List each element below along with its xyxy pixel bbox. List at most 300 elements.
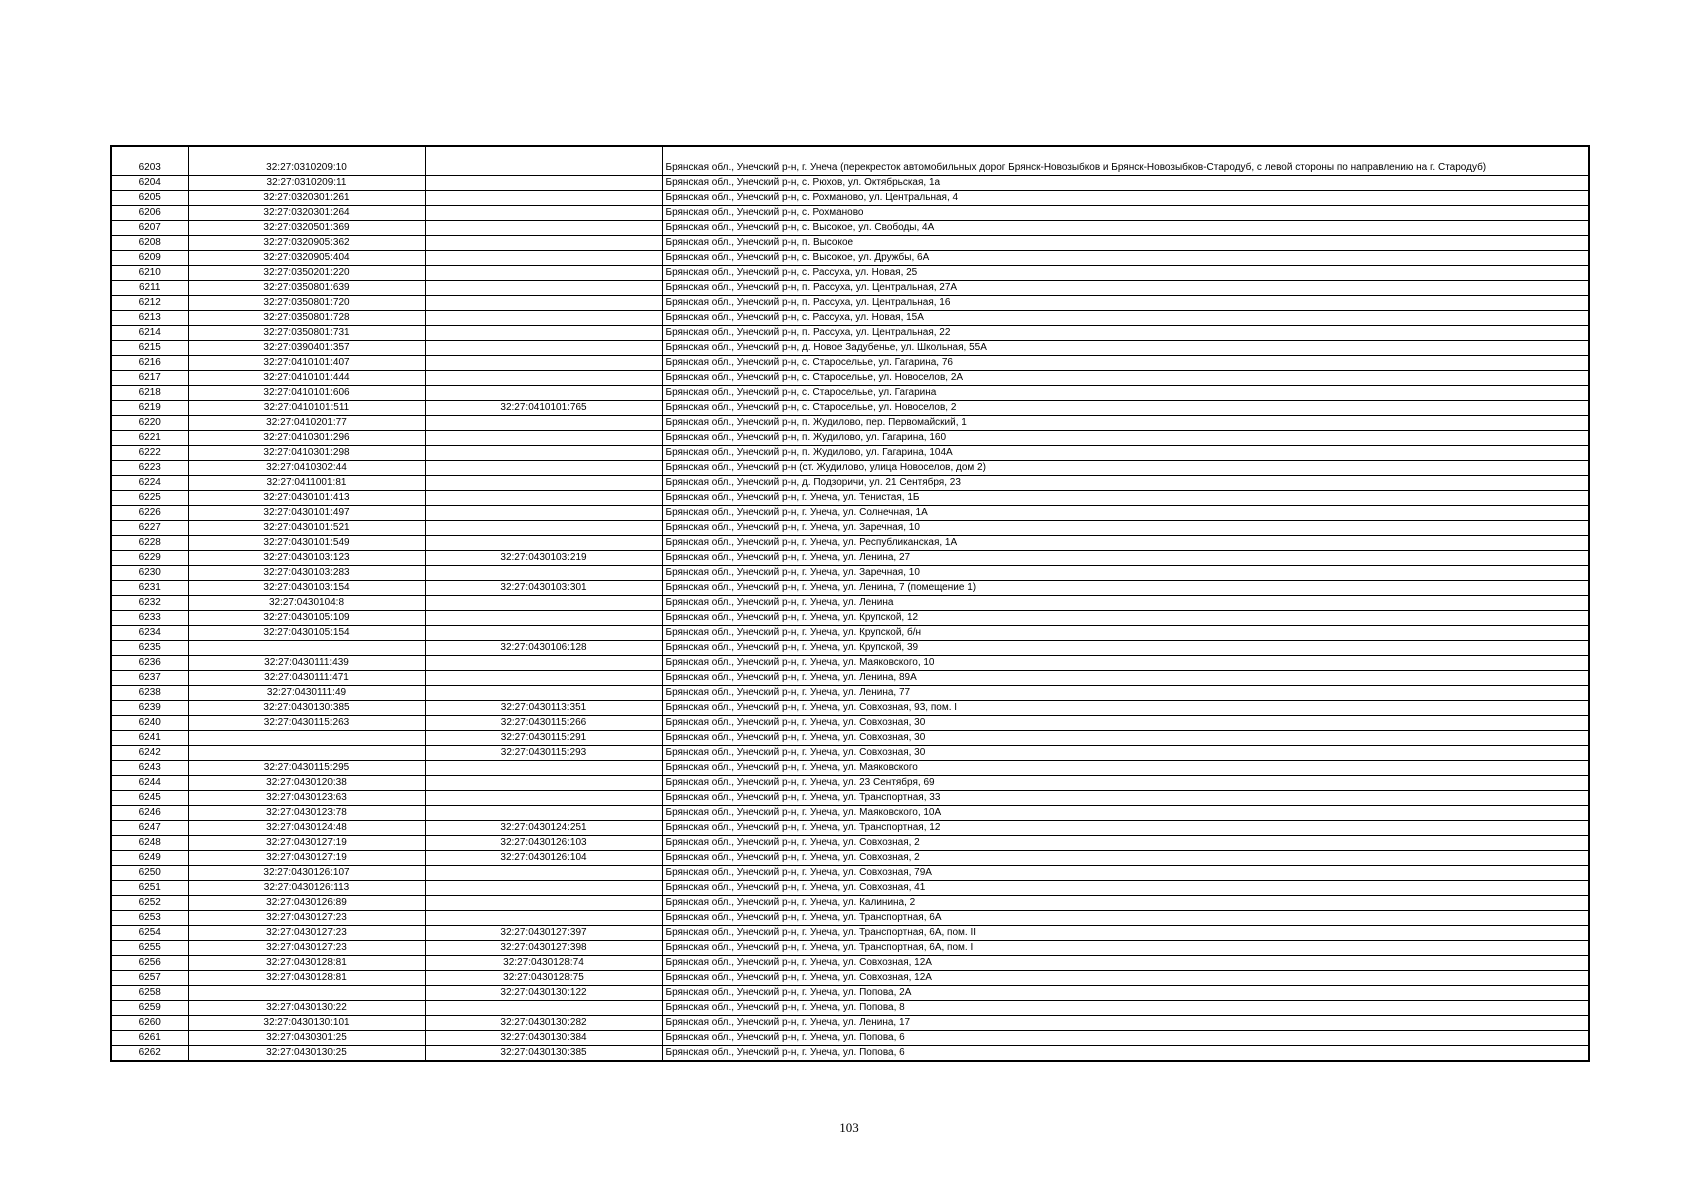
table-row (111, 536, 1589, 551)
table-row (111, 476, 1589, 491)
address-cell: Брянская обл., Унечский р-н, г. Унеча, ул. Ленина, 77 (662, 686, 1589, 701)
row-number-cell: 6212 (111, 296, 188, 311)
object-number-cell (425, 671, 662, 686)
row-number-cell: 6210 (111, 266, 188, 281)
address-cell: Брянская обл., Унечский р-н, д. Подзоричи, ул. 21 Сентября, 23 (662, 476, 1589, 491)
row-number-cell: 6205 (111, 191, 188, 206)
row-number-cell: 6251 (111, 881, 188, 896)
row-number-cell: 6239 (111, 701, 188, 716)
object-number-cell (425, 896, 662, 911)
table-row (111, 251, 1589, 266)
row-number-cell: 6258 (111, 986, 188, 1001)
table-row (111, 686, 1589, 701)
address-cell: Брянская обл., Унечский р-н, с. Высокое, ул. Дружбы, 6А (662, 251, 1589, 266)
row-number-cell: 6228 (111, 536, 188, 551)
address-cell: Брянская обл., Унечский р-н, г. Унеча, ул. Заречная, 10 (662, 566, 1589, 581)
row-number-cell: 6217 (111, 371, 188, 386)
object-number-cell (425, 206, 662, 221)
row-number-cell: 6242 (111, 746, 188, 761)
address-cell: Брянская обл., Унечский р-н, г. Унеча, ул. Заречная, 10 (662, 521, 1589, 536)
address-cell: Брянская обл., Унечский р-н, г. Унеча, ул. Попова, 2А (662, 986, 1589, 1001)
cadastral-number-cell: 32:27:0350801:728 (188, 311, 425, 326)
cadastral-number-cell: 32:27:0320905:362 (188, 236, 425, 251)
table-row (111, 221, 1589, 236)
cadastral-number-cell: 32:27:0430105:109 (188, 611, 425, 626)
cadastral-number-cell: 32:27:0430101:413 (188, 491, 425, 506)
cadastral-number-cell: 32:27:0430127:23 (188, 941, 425, 956)
object-number-cell: 32:27:0430127:397 (425, 926, 662, 941)
row-number-cell: 6249 (111, 851, 188, 866)
table-row (111, 326, 1589, 341)
cadastral-number-cell: 32:27:0430104:8 (188, 596, 425, 611)
cadastral-number-cell: 32:27:0390401:357 (188, 341, 425, 356)
object-number-cell (425, 191, 662, 206)
table-row (111, 836, 1589, 851)
address-cell: Брянская обл., Унечский р-н, г. Унеча, ул. Транспортная, 6А, пом. II (662, 926, 1589, 941)
table-row (111, 971, 1589, 986)
row-number-cell: 6208 (111, 236, 188, 251)
address-cell: Брянская обл., Унечский р-н, г. Унеча, ул. Транспортная, 6А (662, 911, 1589, 926)
object-number-cell (425, 791, 662, 806)
page-number: 103 (839, 1120, 859, 1135)
object-number-cell (425, 566, 662, 581)
address-cell: Брянская обл., Унечский р-н, г. Унеча, ул. Совхозная, 12А (662, 971, 1589, 986)
row-number-cell: 6216 (111, 356, 188, 371)
registry-table-body (111, 146, 1589, 1061)
object-number-cell (425, 431, 662, 446)
object-number-cell (425, 866, 662, 881)
object-number-cell: 32:27:0430115:291 (425, 731, 662, 746)
table-row (111, 926, 1589, 941)
table-row (111, 761, 1589, 776)
address-cell: Брянская обл., Унечский р-н, г. Унеча (перекресток автомобильных дорог Брянск-Новозыбков и Брянск-Новозыбков-Стародуб, с левой стороны по направлению на г. Стародуб) (662, 146, 1589, 176)
cadastral-number-cell: 32:27:0410101:407 (188, 356, 425, 371)
cadastral-number-cell: 32:27:0430105:154 (188, 626, 425, 641)
table-row (111, 776, 1589, 791)
cadastral-number-cell: 32:27:0320501:369 (188, 221, 425, 236)
table-row (111, 701, 1589, 716)
table-row (111, 266, 1589, 281)
object-number-cell: 32:27:0430130:282 (425, 1016, 662, 1031)
address-cell: Брянская обл., Унечский р-н, г. Унеча, ул. Совхозная, 30 (662, 746, 1589, 761)
address-cell: Брянская обл., Унечский р-н, г. Унеча, ул. Маяковского, 10 (662, 656, 1589, 671)
cadastral-number-cell: 32:27:0430128:81 (188, 971, 425, 986)
address-cell: Брянская обл., Унечский р-н, г. Унеча, ул. Совхозная, 2 (662, 836, 1589, 851)
table-row (111, 446, 1589, 461)
address-cell: Брянская обл., Унечский р-н, г. Унеча, ул. Совхозная, 30 (662, 731, 1589, 746)
object-number-cell (425, 911, 662, 926)
table-row (111, 431, 1589, 446)
table-row (111, 671, 1589, 686)
table-row (111, 1046, 1589, 1062)
table-row (111, 371, 1589, 386)
cadastral-number-cell: 32:27:0310209:11 (188, 176, 425, 191)
table-row (111, 716, 1589, 731)
object-number-cell: 32:27:0430130:384 (425, 1031, 662, 1046)
cadastral-number-cell: 32:27:0320905:404 (188, 251, 425, 266)
object-number-cell: 32:27:0430126:104 (425, 851, 662, 866)
table-row (111, 941, 1589, 956)
table-row (111, 641, 1589, 656)
row-number-cell: 6245 (111, 791, 188, 806)
row-number-cell: 6250 (111, 866, 188, 881)
cadastral-number-cell: 32:27:0430103:154 (188, 581, 425, 596)
cadastral-number-cell: 32:27:0410201:77 (188, 416, 425, 431)
table-row (111, 956, 1589, 971)
object-number-cell: 32:27:0430124:251 (425, 821, 662, 836)
cadastral-number-cell: 32:27:0430111:439 (188, 656, 425, 671)
cadastral-number-cell: 32:27:0430130:25 (188, 1046, 425, 1062)
object-number-cell (425, 251, 662, 266)
object-number-cell (425, 491, 662, 506)
address-cell: Брянская обл., Унечский р-н, п. Жудилово, ул. Гагарина, 160 (662, 431, 1589, 446)
address-cell: Брянская обл., Унечский р-н, с. Старосельье, ул. Гагарина, 76 (662, 356, 1589, 371)
cadastral-number-cell: 32:27:0430127:19 (188, 851, 425, 866)
table-row (111, 881, 1589, 896)
address-cell: Брянская обл., Унечский р-н, г. Унеча, ул. Совхозная, 41 (662, 881, 1589, 896)
address-cell: Брянская обл., Унечский р-н, г. Унеча, ул. Крупской, б/н (662, 626, 1589, 641)
row-number-cell: 6222 (111, 446, 188, 461)
row-number-cell: 6231 (111, 581, 188, 596)
row-number-cell: 6229 (111, 551, 188, 566)
row-number-cell: 6214 (111, 326, 188, 341)
table-row (111, 386, 1589, 401)
address-cell: Брянская обл., Унечский р-н, г. Унеча, ул. Ленина, 17 (662, 1016, 1589, 1031)
object-number-cell (425, 386, 662, 401)
address-cell: Брянская обл., Унечский р-н, с. Рохманово, ул. Центральная, 4 (662, 191, 1589, 206)
address-cell: Брянская обл., Унечский р-н, с. Рохманово (662, 206, 1589, 221)
table-row (111, 866, 1589, 881)
address-cell: Брянская обл., Унечский р-н, п. Рассуха, ул. Центральная, 16 (662, 296, 1589, 311)
object-number-cell: 32:27:0430103:301 (425, 581, 662, 596)
object-number-cell: 32:27:0430106:128 (425, 641, 662, 656)
object-number-cell (425, 611, 662, 626)
row-number-cell: 6241 (111, 731, 188, 746)
object-number-cell (425, 761, 662, 776)
row-number-cell: 6252 (111, 896, 188, 911)
table-row (111, 206, 1589, 221)
table-row (111, 806, 1589, 821)
cadastral-number-cell: 32:27:0410302:44 (188, 461, 425, 476)
table-row (111, 986, 1589, 1001)
cadastral-number-cell: 32:27:0430101:549 (188, 536, 425, 551)
object-number-cell (425, 521, 662, 536)
address-cell: Брянская обл., Унечский р-н, г. Унеча, ул. Крупской, 39 (662, 641, 1589, 656)
cadastral-number-cell: 32:27:0410101:444 (188, 371, 425, 386)
table-row (111, 611, 1589, 626)
object-number-cell (425, 686, 662, 701)
row-number-cell: 6243 (111, 761, 188, 776)
object-number-cell (425, 341, 662, 356)
row-number-cell: 6211 (111, 281, 188, 296)
object-number-cell (425, 596, 662, 611)
row-number-cell: 6238 (111, 686, 188, 701)
table-row (111, 341, 1589, 356)
row-number-cell: 6215 (111, 341, 188, 356)
object-number-cell (425, 446, 662, 461)
row-number-cell: 6234 (111, 626, 188, 641)
row-number-cell: 6247 (111, 821, 188, 836)
object-number-cell: 32:27:0430115:293 (425, 746, 662, 761)
row-number-cell: 6226 (111, 506, 188, 521)
cadastral-number-cell: 32:27:0350801:720 (188, 296, 425, 311)
row-number-cell: 6224 (111, 476, 188, 491)
table-row (111, 746, 1589, 761)
table-row (111, 506, 1589, 521)
row-number-cell: 6235 (111, 641, 188, 656)
cadastral-number-cell: 32:27:0430103:283 (188, 566, 425, 581)
table-row (111, 791, 1589, 806)
address-cell: Брянская обл., Унечский р-н, с. Старосельье, ул. Новоселов, 2А (662, 371, 1589, 386)
table-row (111, 731, 1589, 746)
table-row (111, 401, 1589, 416)
cadastral-number-cell: 32:27:0430127:23 (188, 911, 425, 926)
object-number-cell: 32:27:0430126:103 (425, 836, 662, 851)
address-cell: Брянская обл., Унечский р-н, г. Унеча, ул. Совхозная, 79А (662, 866, 1589, 881)
address-cell: Брянская обл., Унечский р-н, г. Унеча, ул. Калинина, 2 (662, 896, 1589, 911)
address-cell: Брянская обл., Унечский р-н, с. Старосельье, ул. Гагарина (662, 386, 1589, 401)
row-number-cell: 6230 (111, 566, 188, 581)
cadastral-number-cell: 32:27:0430126:107 (188, 866, 425, 881)
table-row (111, 566, 1589, 581)
cadastral-number-cell: 32:27:0430127:19 (188, 836, 425, 851)
address-cell: Брянская обл., Унечский р-н, г. Унеча, ул. Маяковского, 10А (662, 806, 1589, 821)
row-number-cell: 6253 (111, 911, 188, 926)
address-cell: Брянская обл., Унечский р-н, г. Унеча, ул. Ленина, 27 (662, 551, 1589, 566)
address-cell: Брянская обл., Унечский р-н, г. Унеча, ул. 23 Сентября, 69 (662, 776, 1589, 791)
cadastral-number-cell: 32:27:0430127:23 (188, 926, 425, 941)
cadastral-number-cell: 32:27:0411001:81 (188, 476, 425, 491)
object-number-cell (425, 806, 662, 821)
row-number-cell: 6223 (111, 461, 188, 476)
table-row (111, 491, 1589, 506)
table-row (111, 1016, 1589, 1031)
row-number-cell: 6246 (111, 806, 188, 821)
object-number-cell (425, 281, 662, 296)
address-cell: Брянская обл., Унечский р-н, г. Унеча, ул. Попова, 8 (662, 1001, 1589, 1016)
object-number-cell (425, 371, 662, 386)
object-number-cell (425, 506, 662, 521)
row-number-cell: 6236 (111, 656, 188, 671)
object-number-cell (425, 881, 662, 896)
row-number-cell: 6261 (111, 1031, 188, 1046)
cadastral-number-cell (188, 641, 425, 656)
row-number-cell: 6204 (111, 176, 188, 191)
table-row (111, 521, 1589, 536)
row-number-cell: 6256 (111, 956, 188, 971)
cadastral-number-cell: 32:27:0410101:606 (188, 386, 425, 401)
cadastral-number-cell: 32:27:0410301:298 (188, 446, 425, 461)
cadastral-number-cell: 32:27:0430101:521 (188, 521, 425, 536)
table-row (111, 821, 1589, 836)
cadastral-number-cell (188, 746, 425, 761)
row-number-cell: 6240 (111, 716, 188, 731)
row-number-cell: 6220 (111, 416, 188, 431)
table-row (111, 1031, 1589, 1046)
cadastral-number-cell: 32:27:0430111:49 (188, 686, 425, 701)
address-cell: Брянская обл., Унечский р-н, г. Унеча, ул. Ленина (662, 596, 1589, 611)
cadastral-number-cell: 32:27:0430123:78 (188, 806, 425, 821)
object-number-cell (425, 356, 662, 371)
object-number-cell (425, 461, 662, 476)
address-cell: Брянская обл., Унечский р-н, г. Унеча, ул. Совхозная, 30 (662, 716, 1589, 731)
cadastral-number-cell: 32:27:0350801:639 (188, 281, 425, 296)
row-number-cell: 6207 (111, 221, 188, 236)
address-cell: Брянская обл., Унечский р-н, с. Высокое, ул. Свободы, 4А (662, 221, 1589, 236)
table-row (111, 626, 1589, 641)
object-number-cell: 32:27:0430128:74 (425, 956, 662, 971)
address-cell: Брянская обл., Унечский р-н, д. Новое Задубенье, ул. Школьная, 55А (662, 341, 1589, 356)
cadastral-number-cell: 32:27:0310209:10 (188, 146, 425, 176)
row-number-cell: 6221 (111, 431, 188, 446)
address-cell: Брянская обл., Унечский р-н, г. Унеча, ул. Ленина, 7 (помещение 1) (662, 581, 1589, 596)
cadastral-number-cell (188, 731, 425, 746)
address-cell: Брянская обл., Унечский р-н (ст. Жудилово, улица Новоселов, дом 2) (662, 461, 1589, 476)
cadastral-number-cell: 32:27:0430115:263 (188, 716, 425, 731)
object-number-cell (425, 326, 662, 341)
table-row (111, 191, 1589, 206)
cadastral-number-cell: 32:27:0430130:101 (188, 1016, 425, 1031)
object-number-cell (425, 296, 662, 311)
address-cell: Брянская обл., Унечский р-н, п. Жудилово, пер. Первомайский, 1 (662, 416, 1589, 431)
cadastral-number-cell: 32:27:0430115:295 (188, 761, 425, 776)
table-row (111, 596, 1589, 611)
table-row (111, 1001, 1589, 1016)
document-sheet (110, 145, 1588, 1062)
object-number-cell: 32:27:0430128:75 (425, 971, 662, 986)
address-cell: Брянская обл., Унечский р-н, г. Унеча, ул. Тенистая, 1Б (662, 491, 1589, 506)
row-number-cell: 6260 (111, 1016, 188, 1031)
object-number-cell (425, 416, 662, 431)
cadastral-number-cell: 32:27:0350801:731 (188, 326, 425, 341)
row-number-cell: 6209 (111, 251, 188, 266)
cadastral-number-cell: 32:27:0430111:471 (188, 671, 425, 686)
row-number-cell: 6233 (111, 611, 188, 626)
address-cell: Брянская обл., Унечский р-н, п. Высокое (662, 236, 1589, 251)
row-number-cell: 6203 (111, 146, 188, 176)
object-number-cell (425, 1001, 662, 1016)
address-cell: Брянская обл., Унечский р-н, г. Унеча, ул. Ленина, 89А (662, 671, 1589, 686)
cadastral-number-cell: 32:27:0350201:220 (188, 266, 425, 281)
address-cell: Брянская обл., Унечский р-н, г. Унеча, ул. Попова, 6 (662, 1031, 1589, 1046)
object-number-cell (425, 146, 662, 176)
object-number-cell (425, 776, 662, 791)
table-row (111, 581, 1589, 596)
table-row (111, 656, 1589, 671)
table-row (111, 281, 1589, 296)
address-cell: Брянская обл., Унечский р-н, г. Унеча, ул. Совхозная, 2 (662, 851, 1589, 866)
object-number-cell: 32:27:0410101:765 (425, 401, 662, 416)
object-number-cell (425, 221, 662, 236)
address-cell: Брянская обл., Унечский р-н, г. Унеча, ул. Маяковского (662, 761, 1589, 776)
object-number-cell (425, 536, 662, 551)
address-cell: Брянская обл., Унечский р-н, г. Унеча, ул. Попова, 6 (662, 1046, 1589, 1062)
cadastral-number-cell: 32:27:0430120:38 (188, 776, 425, 791)
object-number-cell: 32:27:0430130:122 (425, 986, 662, 1001)
address-cell: Брянская обл., Унечский р-н, г. Унеча, ул. Совхозная, 12А (662, 956, 1589, 971)
registry-table (110, 145, 1590, 1062)
cadastral-number-cell: 32:27:0320301:264 (188, 206, 425, 221)
row-number-cell: 6206 (111, 206, 188, 221)
row-number-cell: 6237 (111, 671, 188, 686)
table-row (111, 356, 1589, 371)
cadastral-number-cell: 32:27:0430126:113 (188, 881, 425, 896)
table-row (111, 296, 1589, 311)
address-cell: Брянская обл., Унечский р-н, с. Рюхов, ул. Октябрьская, 1а (662, 176, 1589, 191)
cadastral-number-cell: 32:27:0430130:22 (188, 1001, 425, 1016)
table-row (111, 851, 1589, 866)
cadastral-number-cell: 32:27:0410301:296 (188, 431, 425, 446)
address-cell: Брянская обл., Унечский р-н, п. Жудилово, ул. Гагарина, 104А (662, 446, 1589, 461)
table-row (111, 236, 1589, 251)
address-cell: Брянская обл., Унечский р-н, п. Рассуха, ул. Центральная, 22 (662, 326, 1589, 341)
row-number-cell: 6244 (111, 776, 188, 791)
table-row (111, 176, 1589, 191)
row-number-cell: 6218 (111, 386, 188, 401)
row-number-cell: 6219 (111, 401, 188, 416)
address-cell: Брянская обл., Унечский р-н, с. Рассуха, ул. Новая, 15А (662, 311, 1589, 326)
cadastral-number-cell (188, 986, 425, 1001)
address-cell: Брянская обл., Унечский р-н, г. Унеча, ул. Совхозная, 93, пом. I (662, 701, 1589, 716)
cadastral-number-cell: 32:27:0430128:81 (188, 956, 425, 971)
address-cell: Брянская обл., Унечский р-н, с. Рассуха, ул. Новая, 25 (662, 266, 1589, 281)
row-number-cell: 6257 (111, 971, 188, 986)
address-cell: Брянская обл., Унечский р-н, г. Унеча, ул. Солнечная, 1А (662, 506, 1589, 521)
address-cell: Брянская обл., Унечский р-н, г. Унеча, ул. Транспортная, 33 (662, 791, 1589, 806)
row-number-cell: 6213 (111, 311, 188, 326)
object-number-cell (425, 311, 662, 326)
object-number-cell (425, 656, 662, 671)
object-number-cell: 32:27:0430113:351 (425, 701, 662, 716)
table-row (111, 146, 1589, 176)
object-number-cell: 32:27:0430130:385 (425, 1046, 662, 1062)
address-cell: Брянская обл., Унечский р-н, г. Унеча, ул. Транспортная, 6А, пом. I (662, 941, 1589, 956)
cadastral-number-cell: 32:27:0430301:25 (188, 1031, 425, 1046)
table-row (111, 911, 1589, 926)
cadastral-number-cell: 32:27:0430101:497 (188, 506, 425, 521)
object-number-cell (425, 266, 662, 281)
object-number-cell (425, 176, 662, 191)
object-number-cell: 32:27:0430103:219 (425, 551, 662, 566)
table-row (111, 461, 1589, 476)
cadastral-number-cell: 32:27:0320301:261 (188, 191, 425, 206)
table-row (111, 416, 1589, 431)
cadastral-number-cell: 32:27:0410101:511 (188, 401, 425, 416)
table-row (111, 311, 1589, 326)
row-number-cell: 6254 (111, 926, 188, 941)
cadastral-number-cell: 32:27:0430124:48 (188, 821, 425, 836)
object-number-cell: 32:27:0430115:266 (425, 716, 662, 731)
row-number-cell: 6248 (111, 836, 188, 851)
address-cell: Брянская обл., Унечский р-н, п. Рассуха, ул. Центральная, 27А (662, 281, 1589, 296)
object-number-cell (425, 626, 662, 641)
cadastral-number-cell: 32:27:0430130:385 (188, 701, 425, 716)
object-number-cell (425, 236, 662, 251)
row-number-cell: 6262 (111, 1046, 188, 1062)
row-number-cell: 6259 (111, 1001, 188, 1016)
row-number-cell: 6225 (111, 491, 188, 506)
cadastral-number-cell: 32:27:0430123:63 (188, 791, 425, 806)
address-cell: Брянская обл., Унечский р-н, г. Унеча, ул. Транспортная, 12 (662, 821, 1589, 836)
address-cell: Брянская обл., Унечский р-н, г. Унеча, ул. Республиканская, 1А (662, 536, 1589, 551)
address-cell: Брянская обл., Унечский р-н, с. Старосельье, ул. Новоселов, 2 (662, 401, 1589, 416)
address-cell: Брянская обл., Унечский р-н, г. Унеча, ул. Крупской, 12 (662, 611, 1589, 626)
row-number-cell: 6227 (111, 521, 188, 536)
row-number-cell: 6255 (111, 941, 188, 956)
table-row (111, 896, 1589, 911)
row-number-cell: 6232 (111, 596, 188, 611)
cadastral-number-cell: 32:27:0430103:123 (188, 551, 425, 566)
